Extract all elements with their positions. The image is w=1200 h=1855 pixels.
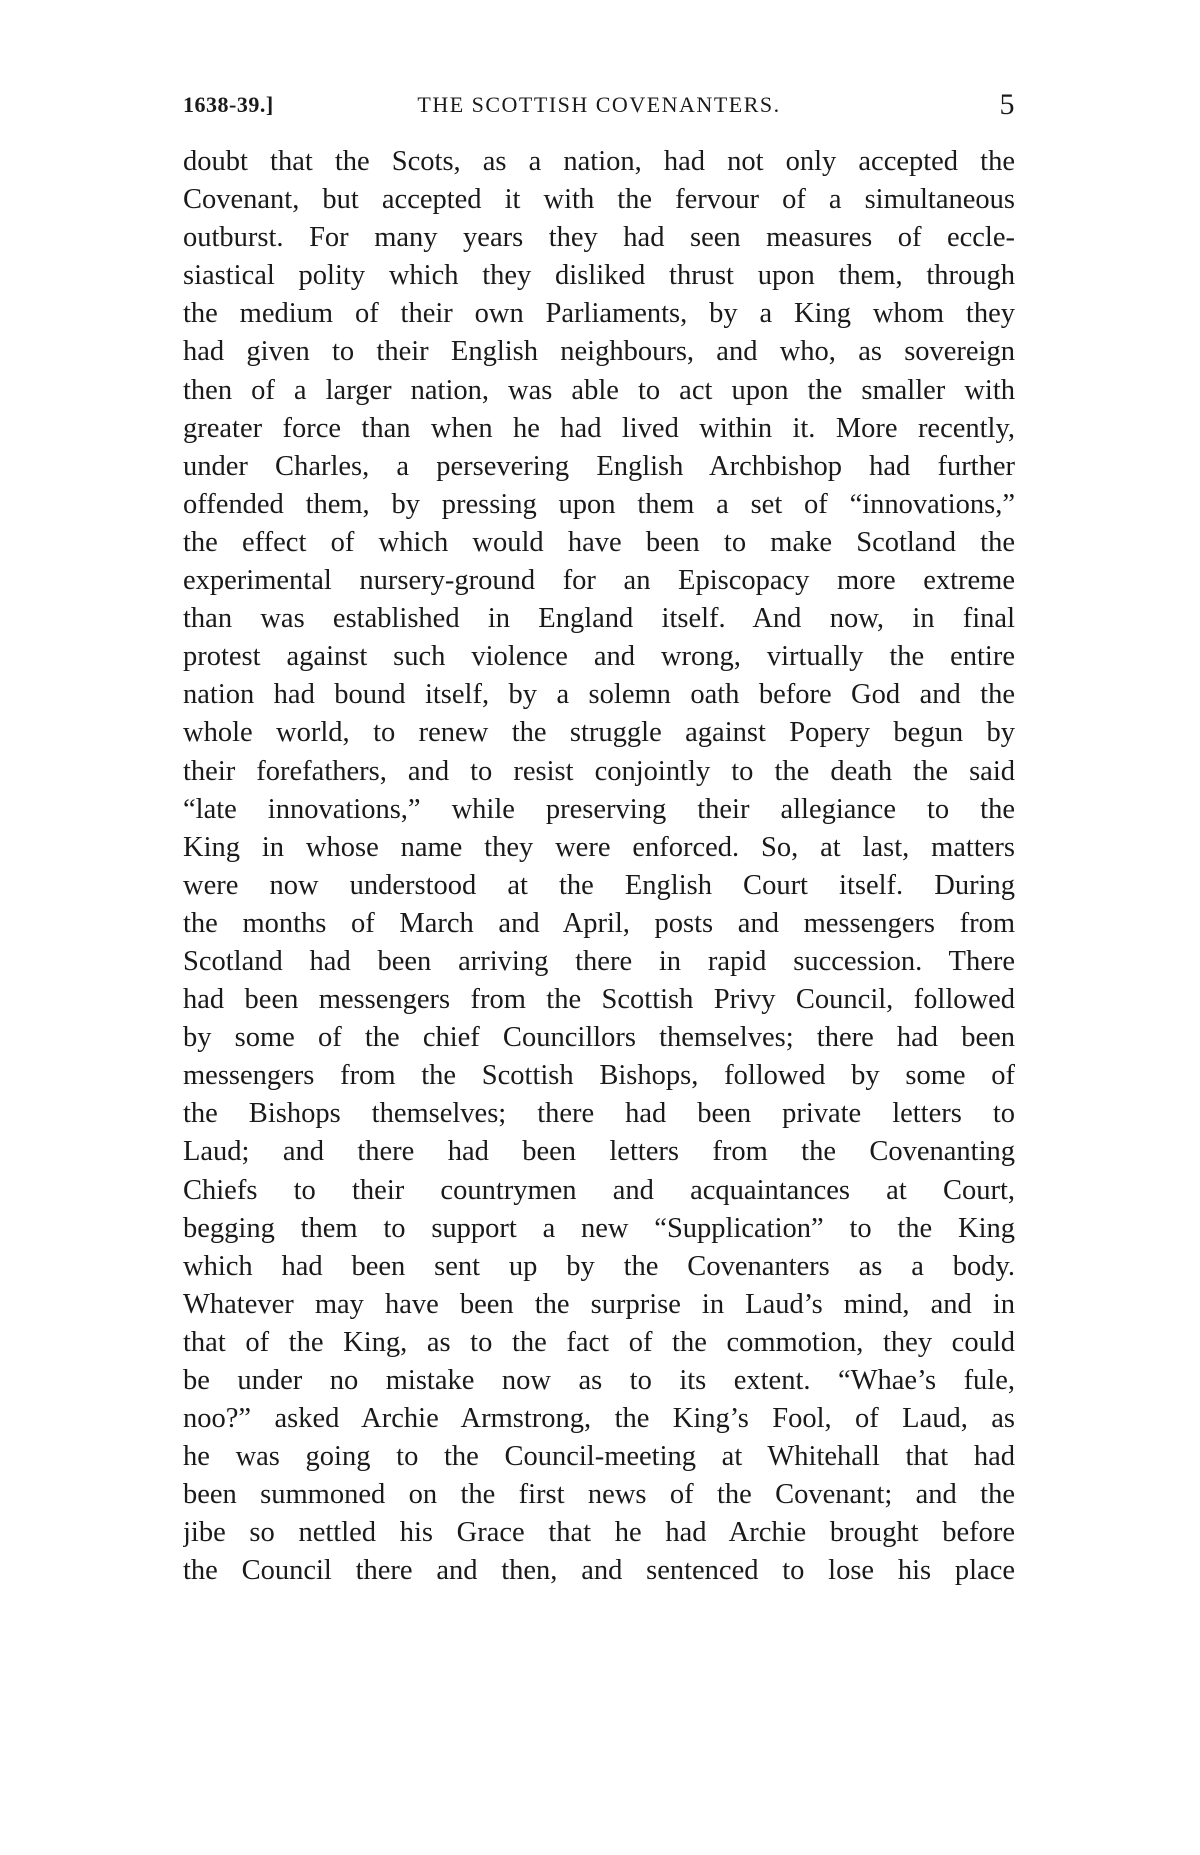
text-line: he was going to the Council-meeting at Whitehall that had <box>183 1441 1015 1473</box>
text-line: the Council there and then, and sentenced to lose his place <box>183 1555 1015 1587</box>
text-line: their forefathers, and to resist conjointly to the death the said <box>183 755 1015 787</box>
text-line: were now understood at the English Court itself. During <box>183 869 1015 901</box>
text-line: jibe so nettled his Grace that he had Archie brought before <box>183 1517 1015 1549</box>
text-line: the months of March and April, posts and messengers from <box>183 907 1015 939</box>
running-head-date-range: 1638-39.] <box>183 92 274 117</box>
text-line: offended them, by pressing upon them a set of “innovations,” <box>183 488 1015 520</box>
text-line: that of the King, as to the fact of the commotion, they could <box>183 1326 1015 1358</box>
text-line: been summoned on the first news of the Covenant; and the <box>183 1479 1015 1511</box>
text-line: then of a larger nation, was able to act upon the smaller with <box>183 374 1015 406</box>
text-line: King in whose name they were enforced. So, at last, matters <box>183 831 1015 863</box>
text-line: than was established in England itself. And now, in final <box>183 603 1015 635</box>
text-line: Chiefs to their countrymen and acquaintances at Court, <box>183 1174 1015 1206</box>
text-line: Scotland had been arriving there in rapid succession. There <box>183 945 1015 977</box>
text-line: had given to their English neighbours, and who, as sovereign <box>183 336 1015 368</box>
text-line: Covenant, but accepted it with the fervour of a simultaneous <box>183 184 1015 216</box>
text-line: noo?” asked Archie Armstrong, the King’s Fool, of Laud, as <box>183 1403 1015 1435</box>
text-line: greater force than when he had lived within it. More recently, <box>183 412 1015 444</box>
text-line: begging them to support a new “Supplication” to the King <box>183 1212 1015 1244</box>
text-line: be under no mistake now as to its extent. “Whae’s fule, <box>183 1365 1015 1396</box>
text-line: protest against such violence and wrong, virtually the entire <box>183 641 1015 673</box>
text-line: by some of the chief Councillors themselves; there had been <box>183 1022 1015 1054</box>
text-line: outburst. For many years they had seen measures of eccle- <box>183 222 1015 254</box>
text-line: whole world, to renew the struggle against Popery begun by <box>183 717 1015 749</box>
page-number: 5 <box>999 88 1015 121</box>
text-line: under Charles, a persevering English Archbishop had further <box>183 450 1015 482</box>
text-line: the medium of their own Parliaments, by a King whom they <box>183 298 1015 330</box>
text-line: Whatever may have been the surprise in Laud’s mind, and in <box>183 1288 1015 1320</box>
body-text <box>183 143 1015 1591</box>
text-line: nation had bound itself, by a solemn oath before God and the <box>183 679 1015 711</box>
text-line: siastical polity which they disliked thrust upon them, through <box>183 260 1015 292</box>
running-head <box>183 88 1015 128</box>
text-line: the effect of which would have been to make Scotland the <box>183 526 1015 558</box>
text-line: the Bishops themselves; there had been private letters to <box>183 1098 1015 1130</box>
running-head-title: THE SCOTTISH COVENANTERS. <box>417 92 781 117</box>
text-line: which had been sent up by the Covenanters as a body. <box>183 1250 1015 1282</box>
text-line: messengers from the Scottish Bishops, followed by some of <box>183 1060 1015 1092</box>
text-line: had been messengers from the Scottish Privy Council, followed <box>183 984 1015 1016</box>
text-line: Laud; and there had been letters from the Covenanting <box>183 1136 1015 1168</box>
text-line: doubt that the Scots, as a nation, had not only accepted the <box>183 146 1015 177</box>
text-line: experimental nursery-ground for an Episcopacy more extreme <box>183 565 1015 597</box>
text-line: “late innovations,” while preserving their allegiance to the <box>183 793 1015 825</box>
